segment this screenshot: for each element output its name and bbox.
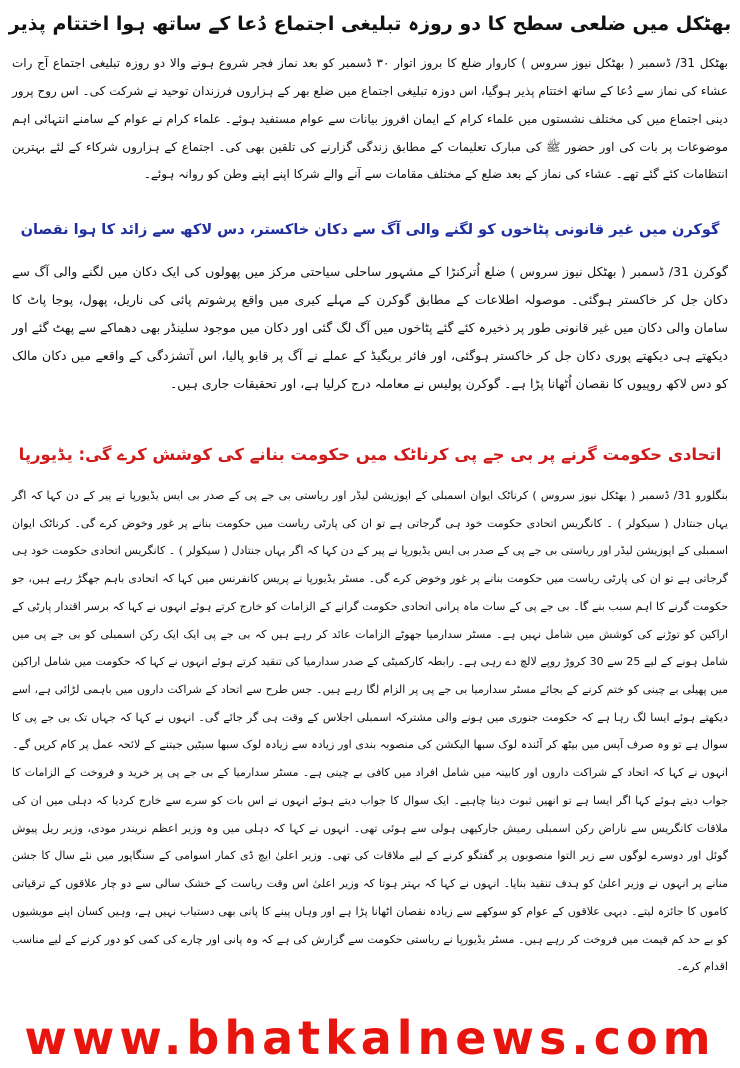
- article-ijtema-body: [12, 50, 728, 200]
- article-ijtema-text: بھٹکل 31/ ڈسمبر ( بھٹکل نیوز سروس ) کاروار ضلع کا بروز اتوار ۳۰ ڈسمبر کو بعد نماز فجر شروع ہونے والا دو روزہ تبلیغی اجتماع آج رات عشاء کی نماز سے دُعا کے ساتھ اختتام پذیر ہوگیا، اس دوزہ تبلیغی اجتماع میں ضلع بھر کے ہزاروں فرزندان توحید نے شرکت کی۔ اس روح پرور دینی اجتماع میں کی مختلف نشستوں میں علماء کرام کے ایمان افروز بیانات سے عوام مستفید ہوئے۔ علماء کرام نے عوام کے سامنے انتہائی اہم موضوعات پر بات کی اور حضور ﷺ کی مبارک تعلیمات کے مطابق زندگی گزارنے کی تلقین بھی کی۔ اجتماع کے ہزاروں شرکاء کے لئے بہترین انتظامات کئے گئے تھے۔ عشاء کی نماز کے بعد ضلع کے مختلف مقامات سے آنے والے شرکا اپنے اپنے وطن کو روانہ ہوئے۔: [12, 56, 728, 182]
- headline-yeddyurappa: اتحادی حکومت گرنے پر بی جے پی کرناٹک میں حکومت بنانے کی کوشش کرے گی: یڈیورپا: [18, 445, 722, 464]
- article-gokarn-text: گوکرن 31/ ڈسمبر ( بھٹکل نیوز سروس ) ضلع اُترکنڑا کے مشہور ساحلی سیاحتی مرکز میں پھولوں کی ایک دکان میں لگنے والی آگ سے دکان جل کر خاکستر ہوگئی۔ موصولہ اطلاعات کے مطابق گوکرن کے مہلے کیری میں واقع پرشوتم پائی کی ناریل، پھول، پوجا پاٹ کا سامان والی دکان میں غیر قانونی طور پر ذخیرہ کئے گئے پٹاخوں میں آگ لگ گئی اور دکان میں موجود سلینڈر بھی دھماکے سے پھٹ گئے اور دیکھتے ہی دیکھتے پوری دکان جل کر خاکستر ہوگئی، اور فائر بریگیڈ کے عملے نے آگ پر قابو پالیا، اس آتشزدگی کے واقعے میں دکان مالک کو دس لاکھ روپیوں کا نقصان اُٹھانا پڑا ہے۔ گوکرن پولیس نے معاملہ درج کرلیا ہے، اور تحقیقات جاری ہیں۔: [12, 264, 728, 391]
- article-yeddyurappa-text: بنگلورو 31/ ڈسمبر ( بھٹکل نیوز سروس ) کرناٹک ایوان اسمبلی کے اپوزیشن لیڈر اور ریاستی بی جے پی کے صدر بی ایس یڈیورپا نے پیر کے دن کہا کہ اگر یہاں جنتادل ( سیکولر ) ۔ کانگریس اتحادی حکومت خود ہی گرجاتی ہے تو ان کی پارٹی ریاست میں حکومت بنانے پر غور وخوض کرے گی۔ کرناٹک ایوان اسمبلی کے اپوزیشن لیڈر اور ریاستی بی جے پی کے صدر بی ایس یڈیورپا نے پیر کے دن کہا کہ اگر یہاں جنتادل ( سیکولر ) ۔ کانگریس اتحادی حکومت خود ہی گرجاتی ہے تو ان کی پارٹی ریاست میں حکومت بنانے پر غور وخوض کرے گی۔ مسٹر یڈیورپا نے پریس کانفرنس میں کہا کہ اتحادی باہم جھگڑ رہے ہیں، جو حکومت گرنے کا اہم سبب بنے گا۔ بی جے پی کے سات ماہ پرانی اتحادی حکومت گرانے کے الزامات کو خارج کرتے ہوئے انہوں نے کہا کہ برسر اقتدار پارٹی کے اراکین کو توڑنے کی کوشش میں شامل نہیں ہے۔ مسٹر سدارمیا جھوٹے الزامات عائد کر رہے ہیں کہ بی جے پی ایک ایک رکن اسمبلی کو بی جے پی میں شامل ہونے کے لیے 25 سے 30 کروڑ روپے لالچ دے رہی ہے۔ رابطہ کارکمیٹی کے صدر سدارمیا کی تنقید کرتے ہوئے انہوں نے کہا کہ حکومت میں شامل اراکین میں پھیلی بے چینی کو ختم کرنے کے بجائے مسٹر سدارمیا بی جے پی پر الزام لگا رہے ہیں۔ جس طرح سے اتحاد کے شراکت داروں میں باہمی لڑائی ہے، اسے دیکھتے ہوئے ایسا لگ رہا ہے کہ حکومت جنوری میں ہونے والی مشترکہ اسمبلی اجلاس کے وقت ہی گر جائے گی۔ انہوں نے کہا کہ جہاں تک بی جے پی کا سوال ہے تو وہ صرف آپس میں بیٹھ کر آئندہ لوک سبھا الیکشن کی منصوبہ بندی اور زیادہ سے زیادہ لوک سبھا سیٹیں جیتنے کے لائحہ عمل پر کام کریں گے۔ انہوں نے کہا کہ اتحاد کے شراکت داروں اور کابینہ میں شامل افراد میں کافی بے چینی ہے۔ مسٹر سدارمیا کے بی جے پی پر خرید و فروخت کے الزامات کا جواب دیتے ہوئے کہا اگر ایسا ہے تو انھیں ثبوت دینا چاہیے۔ ایک سوال کا جواب دیتے ہوئے انہوں نے اس بات کو سرے سے خارج کردیا کہ دہلی میں ان کی ملاقات کانگریس سے ناراض رکن اسمبلی رمیش جارکیھی ہولی سے ہوئی تھی۔ انہوں نے کہا کہ دہلی میں وہ وزیر اعظم نریندر مودی، وزیر ریل پیوش گوئل اور دوسرے لوگوں سے زیر التوا منصوبوں پر گفتگو کرنے کے لیے ملاقات کی تھی۔ وزیر اعلیٰ ایچ ڈی کمار اسوامی کے سنگاپور میں نئے سال کا جشن منانے پر انہوں نے وزیر اعلیٰ کو ہدف تنقید بنایا۔ انہوں نے کہا کہ بہتر ہوتا کہ وزیر اعلیٰ اس وقت ریاست کے خشک سالی سے دو چار علاقوں کے ترقیاتی کاموں کا جائزہ لیتے۔ دیہی علاقوں کے عوام کو سوکھے سے زیادہ نقصان اٹھانا پڑا ہے اور وہاں پینے کا پانی بھی دستیاب نہیں ہے، وہیں کسان اپنے مویشیوں کو بے حد کم قیمت میں فروخت کر رہے ہیں۔ مسٹر یڈیورپا نے ریاستی حکومت سے گزارش کی ہے کہ وہ پانی اور چارے کی کمی کو دور کرنے کے لیے مناسب اقدام کرے۔: [12, 489, 728, 974]
- headline-ijtema: بھٹکل میں ضلعی سطح کا دو روزہ تبلیغی اجتماع دُعا کے ساتھ ہوا اختتام پذیر: [8, 13, 732, 35]
- article-gokarn-body: [12, 258, 728, 426]
- headline-gokarn-fire: گوکرن میں غیر قانونی پٹاخوں کو لگنے والی آگ سے دکان خاکستر، دس لاکھ سے زائد کا ہوا نقصان: [20, 222, 720, 238]
- website-footer-link[interactable]: www.bhatkalnews.com: [24, 1011, 716, 1065]
- article-yeddyurappa-body: [12, 482, 728, 1002]
